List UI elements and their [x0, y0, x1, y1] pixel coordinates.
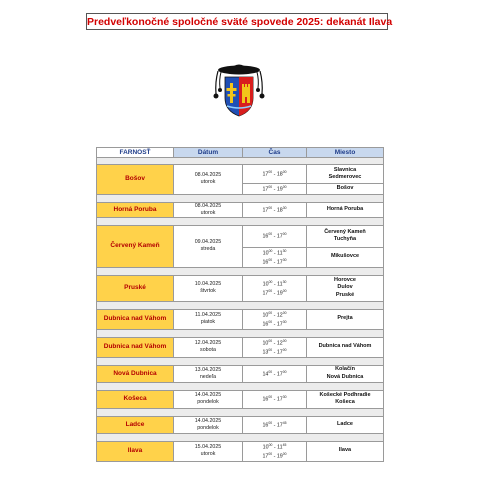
- day-name: nedeľa: [199, 373, 217, 380]
- row-spacer: [97, 329, 384, 337]
- place-cell: [307, 390, 384, 408]
- parish-cell: Pruské: [97, 275, 174, 301]
- spacer-cell: [97, 433, 384, 441]
- time-minutes: 00: [282, 369, 287, 374]
- place-cell: [307, 247, 384, 267]
- place-cell: [307, 309, 384, 329]
- date-cell: [174, 416, 243, 433]
- time-hour: 17: [276, 422, 283, 429]
- date-value: 12.04.2025: [194, 340, 222, 346]
- day-name: utorok: [200, 179, 216, 186]
- place-name: Sedmerovec: [328, 174, 362, 180]
- time-minutes: 00: [268, 320, 273, 324]
- place-name: Kolačín: [335, 366, 355, 372]
- parish-cell: Košeca: [97, 390, 174, 408]
- time-minutes: 00: [268, 248, 273, 253]
- time-minutes: 00: [268, 170, 273, 175]
- date-value: 14.04.2025: [194, 392, 222, 398]
- time-hour: 19: [276, 453, 283, 460]
- place-name: Pruské: [335, 291, 355, 298]
- day-name: utorok: [200, 451, 216, 457]
- time-minutes: 30: [282, 205, 287, 210]
- date-value: 13.04.2025: [194, 366, 222, 373]
- time-range: $10^{00} - 12^{00}$: [262, 338, 287, 346]
- time-hour: 16: [262, 422, 269, 429]
- time-minutes: 30: [282, 248, 287, 253]
- row-spacer: [97, 267, 384, 275]
- time-hour: 17: [276, 396, 283, 403]
- table-header: [97, 148, 384, 158]
- time-minutes: 00: [282, 338, 287, 343]
- date-cell: [174, 365, 243, 382]
- time-range: $16^{00} - 17^{30}$: [262, 320, 287, 328]
- schedule-rows: [97, 158, 384, 462]
- time-cell: [243, 337, 307, 357]
- time-hour: 14: [262, 371, 269, 378]
- table-row: [97, 337, 384, 357]
- time-hour: 13: [262, 349, 269, 356]
- parish-cell: Horná Poruba: [97, 202, 174, 217]
- title-box: [86, 13, 393, 30]
- place-cell: [307, 416, 384, 433]
- time-cell: [243, 390, 307, 408]
- place-cell: [307, 337, 384, 357]
- row-spacer: [97, 382, 384, 390]
- time-hour: 10: [262, 312, 269, 318]
- time-cell: [243, 275, 307, 301]
- time-minutes: 00: [268, 338, 273, 343]
- spacer-cell: [97, 382, 384, 390]
- spacer-cell: [97, 267, 384, 275]
- time-minutes: 00: [282, 310, 287, 315]
- time-hour: 16: [262, 233, 269, 240]
- crest-icon: [212, 60, 266, 118]
- row-spacer: [97, 357, 384, 365]
- time-hour: 10: [262, 340, 269, 346]
- time-minutes: 00: [268, 258, 273, 262]
- place-name: Červený Kameň: [324, 228, 366, 235]
- place-name: Ilava: [338, 447, 352, 454]
- time-cell: [243, 225, 307, 247]
- time-cell: [243, 416, 307, 433]
- parish-cell: Nová Dubnica: [97, 365, 174, 382]
- time-minutes: 00: [268, 185, 273, 189]
- date-value: 11.04.2025: [194, 312, 222, 318]
- time-hour: 11: [277, 444, 283, 450]
- date-cell: [174, 441, 243, 461]
- time-hour: 12: [276, 340, 283, 346]
- date-cell: [174, 275, 243, 301]
- date-value: 08.04.2025: [194, 202, 222, 209]
- time-minutes: 00: [282, 348, 287, 352]
- time-hour: 16: [262, 321, 269, 328]
- parish-cell: Červený Kameň: [97, 225, 174, 267]
- time-minutes: 00: [282, 232, 287, 237]
- time-minutes: 00: [268, 420, 273, 425]
- time-hour: 17: [276, 233, 283, 240]
- time-range: $17^{00} - 18^{30}$: [262, 205, 287, 214]
- time-hour: 19: [276, 290, 283, 297]
- time-hour: 17: [276, 349, 283, 356]
- parish-cell: Ladce: [97, 416, 174, 433]
- time-minutes: 30: [282, 395, 287, 400]
- place-cell: [307, 275, 384, 301]
- row-spacer: [97, 194, 384, 202]
- place-name: Horovce: [333, 276, 356, 283]
- time-hour: 17: [276, 259, 283, 266]
- place-name: Bošov: [336, 185, 354, 191]
- date-value: 10.04.2025: [194, 281, 222, 287]
- place-cell: [307, 202, 384, 217]
- time-range: $16^{00} - 17^{30}$: [262, 258, 287, 266]
- table-row: [97, 441, 384, 461]
- time-minutes: 00: [268, 310, 273, 315]
- time-minutes: 00: [268, 289, 273, 293]
- time-hour: 16: [262, 259, 269, 266]
- date-cell: [174, 337, 243, 357]
- time-cell: [243, 184, 307, 195]
- row-spacer: [97, 408, 384, 416]
- place-name: Nová Dubnica: [326, 373, 364, 380]
- time-minutes: 45: [282, 442, 287, 447]
- time-hour: 11: [277, 281, 283, 287]
- parish-cell: Bošov: [97, 165, 174, 195]
- time-cell: [243, 441, 307, 461]
- time-range: $13^{00} - 17^{00}$: [262, 348, 287, 356]
- time-hour: 17: [262, 186, 269, 193]
- time-minutes: 00: [268, 348, 273, 352]
- place-name: Tuchyňa: [333, 236, 357, 242]
- time-cell: [243, 309, 307, 329]
- confession-schedule-table: [96, 147, 384, 462]
- time-cell: [243, 165, 307, 184]
- header-place: Miesto: [307, 148, 384, 158]
- time-hour: 17: [276, 371, 283, 378]
- time-hour: 16: [262, 396, 269, 403]
- spacer-cell: [97, 194, 384, 202]
- table-row: [97, 275, 384, 301]
- place-cell: [307, 165, 384, 184]
- place-cell: [307, 225, 384, 247]
- date-value: 08.04.2025: [194, 172, 222, 179]
- time-cell: [243, 247, 307, 267]
- spacer-cell: [97, 158, 384, 165]
- time-hour: 17: [276, 321, 283, 328]
- date-cell: [174, 225, 243, 267]
- time-minutes: 00: [268, 369, 273, 374]
- day-name: sobota: [200, 347, 216, 353]
- time-cell: [243, 365, 307, 382]
- spacer-cell: [97, 357, 384, 365]
- time-range: $17^{00} - 19^{00}$: [262, 185, 287, 193]
- time-minutes: 00: [268, 452, 273, 456]
- date-cell: [174, 202, 243, 217]
- time-range: $17^{00} - 18^{00}$: [262, 170, 287, 178]
- time-minutes: 00: [268, 442, 273, 447]
- spacer-cell: [97, 408, 384, 416]
- time-minutes: 00: [268, 279, 273, 284]
- time-range: $10^{00} - 11^{45}$: [262, 442, 287, 450]
- place-name: Ladce: [337, 420, 353, 427]
- spacer-cell: [97, 301, 384, 309]
- place-name: Dulov: [337, 284, 353, 291]
- table-row: [97, 202, 384, 217]
- table-row: [97, 165, 384, 184]
- time-minutes: 45: [282, 420, 287, 425]
- place-name: Mikušovce: [330, 253, 360, 260]
- date-cell: [174, 390, 243, 408]
- time-range: $14^{00} - 17^{00}$: [262, 369, 287, 378]
- time-range: $16^{00} - 17^{00}$: [262, 232, 287, 240]
- time-hour: 11: [277, 250, 283, 256]
- place-cell: [307, 441, 384, 461]
- place-name: Košecké Podhradie: [319, 391, 371, 398]
- time-hour: 10: [262, 281, 269, 287]
- row-spacer: [97, 217, 384, 225]
- row-spacer: [97, 158, 384, 165]
- row-spacer: [97, 433, 384, 441]
- table-row: [97, 390, 384, 408]
- time-range: $16^{00} - 17^{45}$: [262, 420, 287, 429]
- table-row: [97, 365, 384, 382]
- time-hour: 18: [276, 171, 283, 178]
- time-range: $17^{00} - 19^{00}$: [262, 452, 287, 460]
- page-title: Predveľkonočné spoločné sväté spovede 2025: dekanát Ilava: [87, 16, 393, 28]
- table-row: [97, 416, 384, 433]
- place-name: Horná Poruba: [326, 205, 364, 212]
- time-hour: 17: [262, 207, 269, 214]
- spacer-cell: [97, 329, 384, 337]
- time-range: $16^{00} - 17^{30}$: [262, 395, 287, 403]
- date-value: 09.04.2025: [194, 239, 222, 245]
- time-minutes: 00: [268, 205, 273, 210]
- row-spacer: [97, 301, 384, 309]
- table-row: [97, 225, 384, 247]
- time-range: $17^{00} - 19^{00}$: [262, 289, 287, 297]
- place-name: Prejta: [337, 315, 353, 322]
- time-cell: [243, 202, 307, 217]
- spacer-cell: [97, 217, 384, 225]
- time-hour: 10: [262, 444, 269, 450]
- time-hour: 17: [262, 171, 269, 178]
- time-minutes: 30: [282, 320, 287, 324]
- time-minutes: 30: [282, 258, 287, 262]
- header-date: Dátum: [174, 148, 243, 158]
- day-name: piatok: [200, 319, 216, 325]
- time-minutes: 00: [282, 170, 287, 175]
- time-minutes: 00: [282, 185, 287, 189]
- place-name: Dubnica nad Váhom: [318, 343, 372, 350]
- time-range: $10^{00} - 11^{30}$: [262, 248, 287, 256]
- time-hour: 19: [276, 186, 283, 193]
- time-range: $10^{00} - 11^{30}$: [262, 279, 287, 287]
- day-name: utorok: [200, 209, 216, 216]
- place-name: Slavnica: [333, 166, 357, 173]
- time-hour: 17: [262, 290, 269, 297]
- place-cell: [307, 184, 384, 195]
- parish-cell: Dubnica nad Váhom: [97, 337, 174, 357]
- day-name: štvrtok: [200, 288, 216, 294]
- table-row: [97, 309, 384, 329]
- parish-cell: Ilava: [97, 441, 174, 461]
- day-name: pondelok: [197, 399, 219, 405]
- time-hour: 18: [276, 207, 283, 214]
- date-value: 15.04.2025: [194, 444, 222, 450]
- date-cell: [174, 309, 243, 329]
- time-minutes: 00: [268, 395, 273, 400]
- header-time: Čas: [243, 148, 307, 158]
- day-name: pondelok: [197, 424, 219, 431]
- time-hour: 17: [262, 453, 269, 460]
- place-name: Košeca: [335, 399, 355, 405]
- time-range: $10^{00} - 12^{00}$: [262, 310, 287, 318]
- time-minutes: 00: [268, 232, 273, 237]
- time-minutes: 30: [282, 279, 287, 284]
- time-minutes: 00: [282, 452, 287, 456]
- time-hour: 10: [262, 250, 269, 256]
- time-minutes: 00: [282, 289, 287, 293]
- date-cell: [174, 165, 243, 195]
- date-value: 14.04.2025: [194, 417, 222, 424]
- day-name: streda: [200, 246, 216, 252]
- time-hour: 12: [276, 312, 283, 318]
- header-parish: FARNOSŤ: [97, 148, 174, 158]
- place-cell: [307, 365, 384, 382]
- parish-cell: Dubnica nad Váhom: [97, 309, 174, 329]
